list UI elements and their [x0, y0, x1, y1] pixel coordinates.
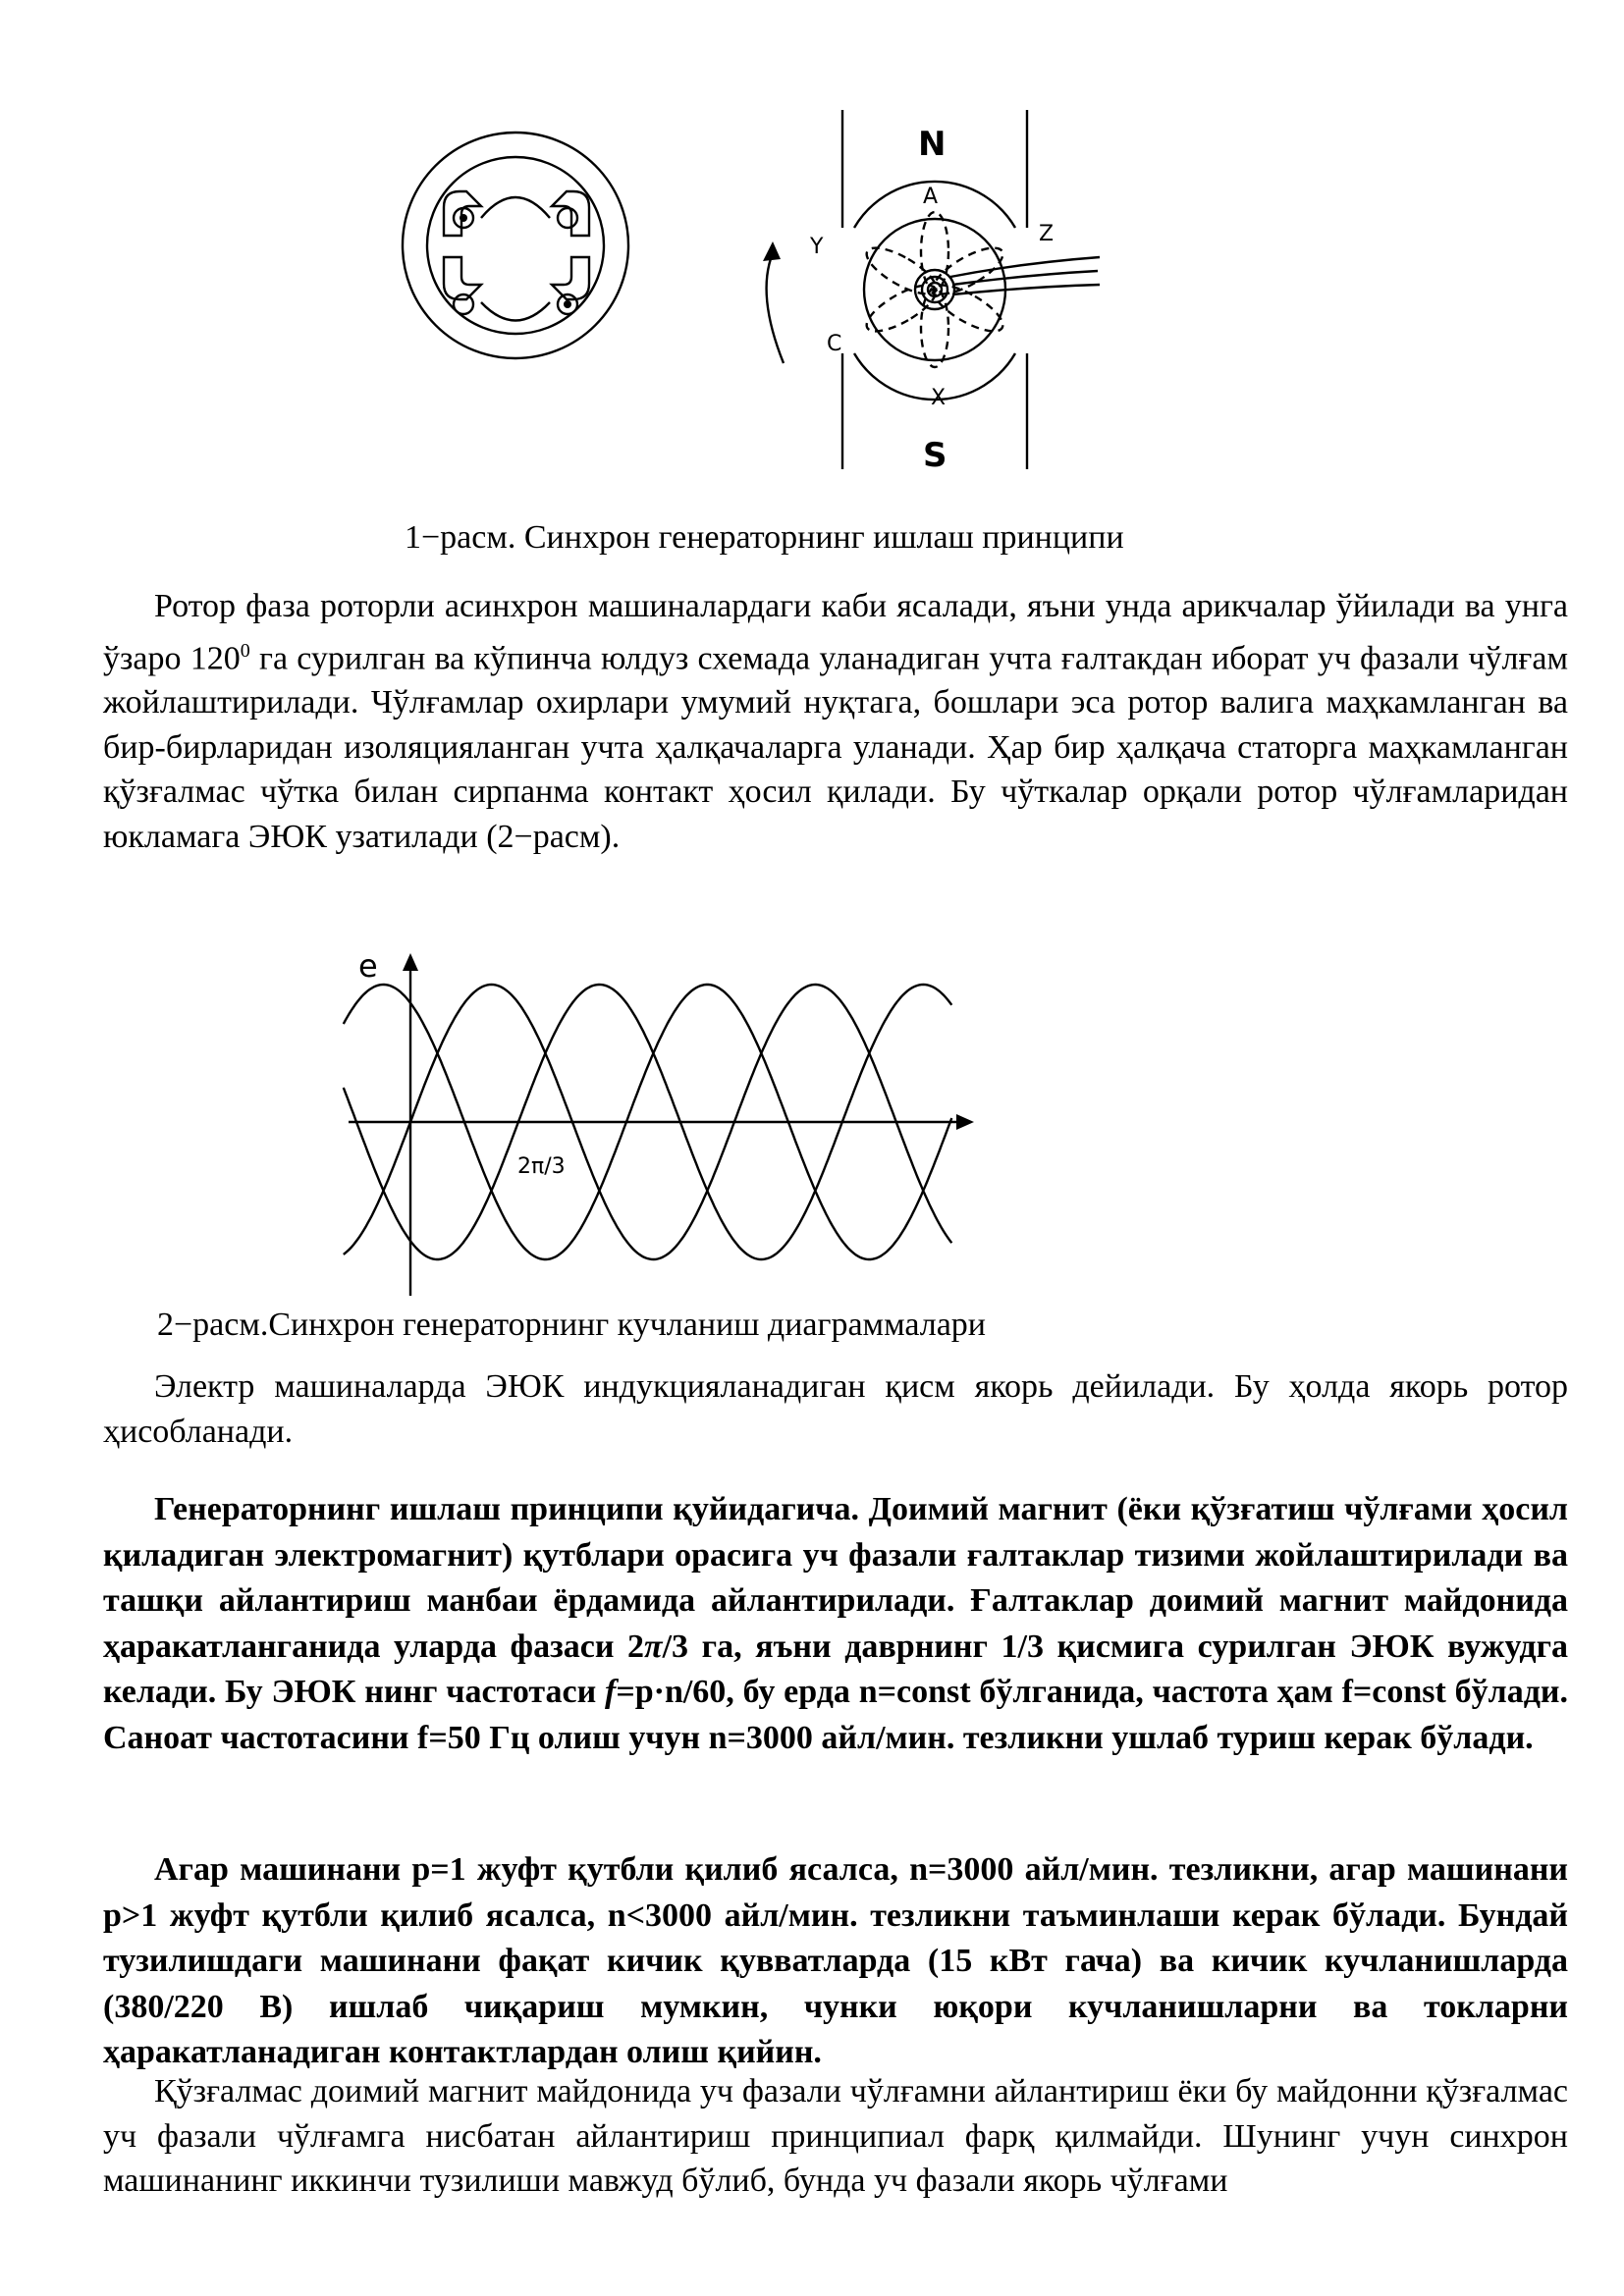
- pole-label-n: N: [918, 125, 947, 164]
- coil-label-c: C: [827, 332, 842, 356]
- paragraph-1-text-a: Ротор фаза роторли асинхрон машиналардаги каби ясалади, яъни унда арикчалар ўйилади ва унга ўзаро 120: [103, 588, 1568, 676]
- paragraph-3: [103, 1487, 1568, 1761]
- y-axis-label: e: [358, 947, 378, 985]
- paragraph-1-text-b: га сурилган ва кўпинча юлдуз схемада уланадиган учта ғалтакдан иборат уч фазали чўлғам жойлаштирилади. Чўлғамлар охирлари умумий нуқтага, бошлари эса ротор валига маҳкамланган ва бир-бирларидан изоляцияланган учта ҳалқачаларга уланади. Ҳар бир ҳалқача статорга маҳкамланган қўзғалмас чўтка билан сирпанма контакт ҳосил қилади. Бу чўткалар орқали ротор чўлғамларидан юкламага ЭЮК узатилади (2−расм).: [103, 639, 1568, 855]
- coil-label-x: X: [931, 386, 947, 410]
- figure-1-caption: 1−расм. Синхрон генераторнинг ишлаш принципи: [405, 519, 1124, 556]
- two-pole-stator-drawing: [403, 133, 628, 358]
- degree-superscript: 0: [240, 639, 250, 662]
- paragraph-2: Электр машиналарда ЭЮК индукцияланадиган қисм якорь дейилади. Бу ҳолда якорь ротор ҳисобланади.: [103, 1368, 1568, 1450]
- pole-label-s: S: [923, 436, 947, 475]
- figure-1-diagram: [0, 0, 1624, 510]
- paragraph-3-text-a: Генераторнинг ишлаш принципи қуйидагича. Доимий магнит (ёки қўзғатиш чўлғами ҳосил қиладиган электромагнит) қутблари орасига уч фазали ғалтаклар тизими жойлаштирилади ва ташқи айлантириш манбаи ёрдамида айлантирилади. Ғалтаклар доимий магнит майдонида ҳаракатланганида уларда фазаси 2: [103, 1491, 1568, 1665]
- coil-label-y: Y: [810, 235, 824, 259]
- pi-symbol: π: [644, 1628, 663, 1665]
- paragraph-1: [103, 584, 1568, 859]
- x-axis-arrow: [956, 1114, 974, 1130]
- rotation-arrow-head: [763, 241, 781, 261]
- paragraph-3-text-c: =p·n/60, бу ерда n=const бўлганида, частота ҳам f=const бўлади. Саноат частотасини f=50 Гц олиш учун n=3000 айл/мин. тезликни ушлаб туриш керак бўлади.: [103, 1674, 1569, 1756]
- voltage-diagram-chart: [324, 937, 992, 1315]
- paragraph-4: Агар машинани p=1 жуфт қутбли қилиб ясалса, n=3000 айл/мин. тезликни, агар машинани p>1 жуфт қутбли қилиб ясалса, n<3000 айл/мин. тезликни таъминлаши керак бўлади. Бундай тузилишдаги машинани фақат кичик қувватларда (15 кВт гача) ва кичик кучланишларда (380/220 В) ишлаб чиқариш мумкин, чунки юқори кучланишларни ва токларни ҳаракатланадиган контактлардан олиш қийин.: [103, 1851, 1568, 2070]
- paragraph-5: Қўзғалмас доимий магнит майдонида уч фазали чўлғамни айлантириш ёки бу майдонни қўзғалмас уч фазали чўлғамга нисбатан айлантириш принципиал фарқ қилмайди. Шунинг учун синхрон машинанинг иккинчи тузилиши мавжуд бўлиб, бунда уч фазали якорь чўлғами: [103, 2073, 1568, 2199]
- phase-shift-label: 2π/3: [517, 1154, 566, 1179]
- coil-label-a: A: [923, 185, 939, 209]
- coil-label-z: Z: [1039, 222, 1055, 246]
- rotor-coils: [860, 212, 1008, 367]
- y-axis-arrow: [403, 953, 418, 971]
- figure-2-caption: 2−расм.Синхрон генераторнинг кучланиш диаграммалари: [157, 1307, 986, 1343]
- paragraph-3-text-b: /3 га, яъни даврнинг 1/3 қисмига сурилган ЭЮК вужудга келади. Бу ЭЮК нинг частотаси: [103, 1628, 1569, 1710]
- frequency-symbol: f: [605, 1674, 617, 1710]
